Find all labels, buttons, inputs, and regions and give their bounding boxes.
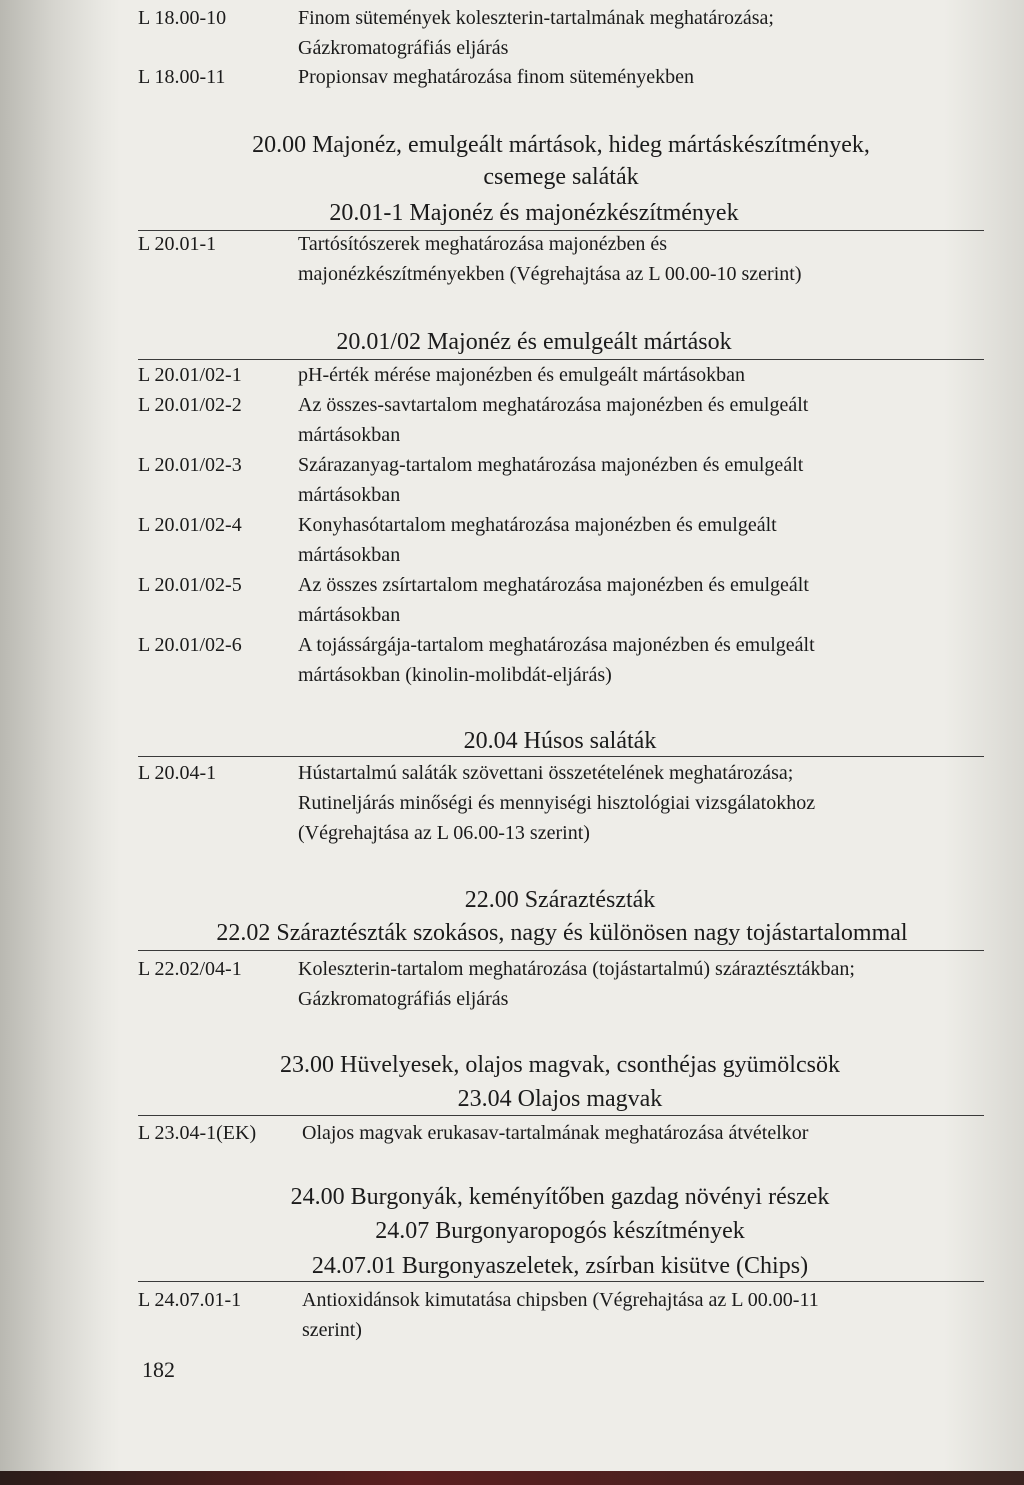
entry-description (298, 570, 968, 630)
description-line: majonézkészítményekben (Végrehajtása az L 00.00-10 szerint) (298, 263, 802, 285)
description-line: Gázkromatográfiás eljárás (298, 988, 509, 1010)
entry-code: L 20.01/02-4 (138, 514, 242, 536)
description-line: (Végrehajtása az L 06.00-13 szerint) (298, 822, 590, 844)
description-line: mártásokban (298, 484, 401, 506)
section-heading: 22.00 Száraztészták (464, 887, 656, 913)
section-heading: 20.00 Majonéz, emulgeált mártások, hideg mártáskészítmények, (252, 132, 870, 158)
entry-code: L 20.01/02-5 (138, 574, 242, 596)
description-line: Gázkromatográfiás eljárás (298, 37, 509, 59)
section-rule (138, 950, 984, 951)
entry-code: L 20.01/02-6 (138, 634, 242, 656)
section-rule (138, 756, 984, 757)
section-heading: csemege saláták (483, 164, 639, 190)
section-heading: 23.00 Hüvelyesek, olajos magvak, csonthéjas gyümölcsök (280, 1052, 840, 1078)
page-number: 182 (142, 1357, 175, 1382)
subsection-heading: 24.07.01 Burgonyaszeletek, zsírban kisütve (Chips) (311, 1253, 809, 1279)
entry-code: L 24.07.01-1 (138, 1289, 242, 1311)
subsection-heading: 20.01/02 Majonéz és emulgeált mártások (336, 329, 732, 355)
entry-code: L 20.04-1 (138, 762, 217, 784)
entry-description (298, 360, 968, 390)
entry-description (298, 390, 968, 450)
description-line: mártásokban (298, 604, 401, 626)
subsection-heading: 24.07 Burgonyaropogós készítmények (375, 1218, 745, 1244)
entry-description (298, 450, 968, 510)
description-line: Finom sütemények koleszterin-tartalmának meghatározása; (298, 7, 774, 29)
section-rule (138, 1281, 984, 1282)
description-line: pH-érték mérése majonézben és emulgeált mártásokban (298, 364, 746, 386)
entry-description (298, 510, 968, 570)
description-line: Szárazanyag-tartalom meghatározása majonézben és emulgeált (298, 454, 804, 476)
entry-code: L 20.01/02-3 (138, 454, 242, 476)
entry-code: L 20.01/02-1 (138, 364, 242, 386)
subsection-heading: 23.04 Olajos magvak (457, 1086, 663, 1112)
description-line: Tartósítószerek meghatározása majonézben és (298, 233, 667, 255)
description-line: mártásokban (298, 424, 401, 446)
description-line: szerint) (302, 1319, 362, 1341)
entry-description (298, 954, 968, 1014)
subsection-heading: 20.04 Húsos saláták (463, 728, 657, 754)
description-line: Koleszterin-tartalom meghatározása (tojástartalmú) száraztésztákban; (298, 958, 855, 980)
description-line: Hústartalmú saláták szövettani összetételének meghatározása; (298, 762, 794, 784)
entry-description (298, 229, 968, 289)
description-line: Antioxidánsok kimutatása chipsben (Végrehajtása az L 00.00-11 (302, 1289, 819, 1311)
book-edge (0, 1471, 1024, 1485)
entry-code: L 20.01/02-2 (138, 394, 242, 416)
entry-description (302, 1118, 972, 1148)
description-line: mártásokban (298, 544, 401, 566)
entry-description (302, 1285, 972, 1345)
description-line: Rutineljárás minőségi és mennyiségi hisztológiai vizsgálatokhoz (298, 792, 816, 814)
description-line: A tojássárgája-tartalom meghatározása majonézben és emulgeált (298, 634, 815, 656)
description-line: Propionsav meghatározása finom süteményekben (298, 66, 694, 88)
entry-code: L 20.01-1 (138, 233, 217, 255)
entry-code: L 22.02/04-1 (138, 958, 242, 980)
description-line: Konyhasótartalom meghatározása majonézben és emulgeált (298, 514, 777, 536)
entry-code: L 23.04-1(EK) (138, 1122, 257, 1144)
entry-description (298, 62, 968, 92)
description-line: Az összes-savtartalom meghatározása majonézben és emulgeált (298, 394, 809, 416)
entry-description (298, 758, 968, 848)
description-line: mártásokban (kinolin-molibdát-eljárás) (298, 664, 612, 686)
subsection-heading: 22.02 Száraztészták szokásos, nagy és különösen nagy tojástartalommal (216, 920, 908, 946)
section-rule (138, 1115, 984, 1116)
subsection-heading: 20.01-1 Majonéz és majonézkészítmények (329, 200, 739, 226)
entry-description (298, 3, 968, 63)
description-line: Az összes zsírtartalom meghatározása majonézben és emulgeált (298, 574, 809, 596)
description-line: Olajos magvak erukasav-tartalmának meghatározása átvételkor (302, 1122, 809, 1144)
entry-code: L 18.00-11 (138, 66, 226, 88)
section-heading: 24.00 Burgonyák, keményítőben gazdag növényi részek (290, 1184, 830, 1210)
entry-code: L 18.00-10 (138, 7, 227, 29)
entry-description (298, 630, 968, 690)
